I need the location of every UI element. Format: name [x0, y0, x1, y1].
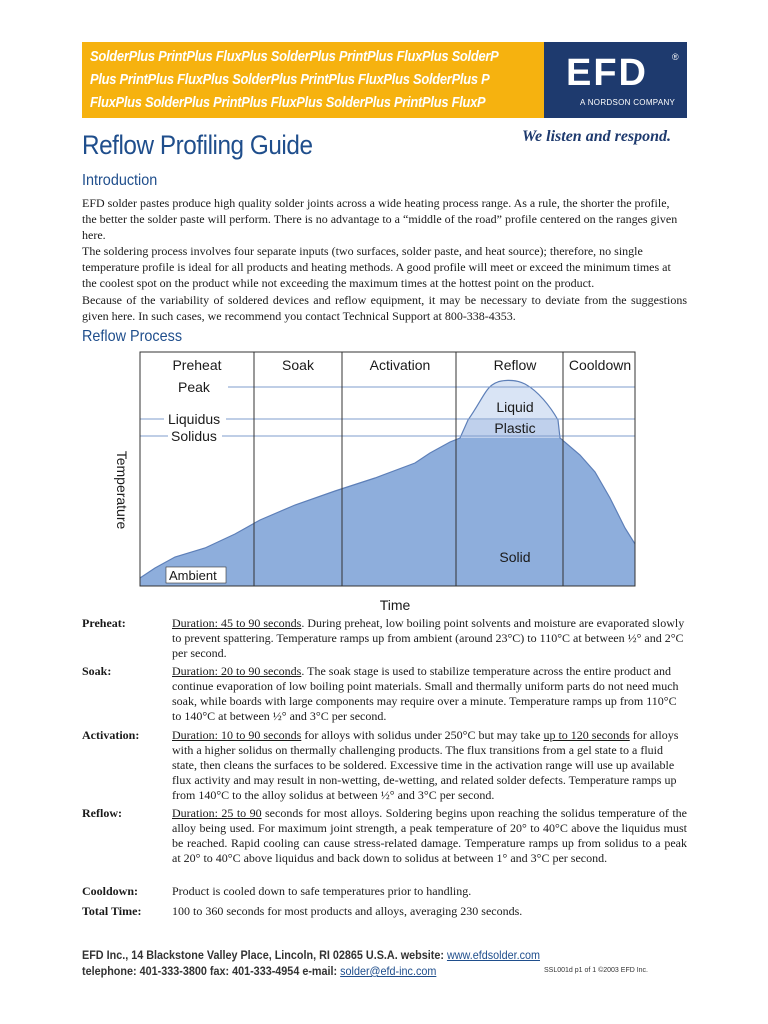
- tagline: We listen and respond.: [522, 128, 672, 145]
- page-title: Reflow Profiling Guide: [82, 130, 313, 160]
- stage-label: Soak:: [82, 664, 112, 678]
- footer-contact-text: telephone: 401-333-3800 fax: 401-333-4954 e-mail:: [82, 964, 341, 978]
- stage-text: Product is cooled down to safe temperatures prior to handling.: [172, 884, 472, 898]
- logo-subtitle: A NORDSON COMPANY: [580, 98, 676, 107]
- stage-description: [172, 664, 687, 724]
- x-axis-label: Time: [379, 597, 411, 613]
- stage-label: Activation:: [82, 728, 140, 742]
- peak-label: Peak: [178, 379, 210, 395]
- stage-duration: Duration: 10 to 90 seconds: [172, 728, 302, 742]
- liquid-label: Liquid: [496, 399, 534, 415]
- stage-text: . During preheat, low boiling point solvents and moisture are evaporated slowly to prevent spattering. Temperature ramps up from ambient (around 23°C) to 110°C at between ½° and 2°C per second.: [172, 616, 685, 660]
- reflow-process-heading: Reflow Process: [82, 328, 183, 345]
- stage-duration: Duration: 45 to 90 seconds: [172, 616, 302, 630]
- logo-text: EFD: [566, 52, 648, 94]
- stage-text: seconds for most alloys. Soldering begins upon reaching the solidus temperature of the alloy being used. For maximum joint strength, a peak temperature of 20° to 40°C above the liquidus must be reached. Rapid cooling can cause stress-related damage. Temperature ramps up from solidus to a peak at 20° to 40°C above liquidus and back down to solidus at between 1° and 3°C per second.: [172, 806, 687, 865]
- liquidus-label: Liquidus: [168, 411, 221, 427]
- introduction-heading: Introduction: [82, 172, 158, 189]
- email-link[interactable]: solder@efd-inc.com: [340, 964, 437, 978]
- banner-row: SolderPlus PrintPlus FluxPlus SolderPlus PrintPlus FluxPlus SolderP: [90, 48, 499, 65]
- stage-soak: [82, 664, 687, 728]
- intro-paragraph-3: Because of the variability of soldered devices and reflow equipment, it may be necessary to deviate from the suggestions given here. In such cases, we recommend you contact Technical Support at 800-338-4353.: [82, 293, 687, 323]
- stage-label: Cooldown:: [82, 884, 139, 898]
- plastic-label: Plastic: [494, 420, 536, 436]
- stage-description: [172, 728, 687, 803]
- intro-paragraph-2: The soldering process involves four separate inputs (two surfaces, solder paste, and heat source); therefore, no single temperature profile is ideal for all products and heating methods. A good profile will meet or exceed the minimum times at the coolest spot on the product while not exceeding the maximum times at the hottest point on the product.: [82, 244, 671, 290]
- phase-label-activation: Activation: [369, 357, 431, 373]
- website-link[interactable]: www.efdsolder.com: [446, 948, 541, 962]
- solid-label: Solid: [499, 549, 531, 565]
- stage-total-time: [82, 904, 687, 922]
- solid-region: [140, 438, 635, 586]
- phase-label-soak: Soak: [282, 357, 314, 373]
- stage-preheat: [82, 616, 687, 664]
- reflow-profile-svg: [110, 348, 650, 614]
- footer-address-text: EFD Inc., 14 Blackstone Valley Place, Lincoln, RI 02865 U.S.A. website:: [82, 948, 447, 962]
- stage-label: Reflow:: [82, 806, 122, 820]
- ambient-label: Ambient: [169, 568, 217, 583]
- footer-contact: [82, 964, 436, 978]
- intro-paragraph-1: EFD solder pastes produce high quality solder joints across a wide heating process range. As a rule, the shorter the profile, the better the solder paste will perform. There is no advantage to a “middle of the road” profile centered on the ranges given here.: [82, 196, 678, 242]
- banner-row: Plus PrintPlus FluxPlus SolderPlus PrintPlus FluxPlus SolderPlus P: [90, 71, 490, 88]
- phase-label-cooldown: Cooldown: [568, 357, 632, 373]
- stage-description: [172, 616, 687, 661]
- stage-text-2: for alloys with a higher solidus on thermally challenging products. The flux transitions from a gel state to a fluid state, then cleans the surfaces to be soldered. Excessive time in the activation range will use up available flux activity and may result in non-wetting, de-wetting, and related solder defects. Temperature ramps up from 140°C to the alloy solidus at between ½° and 3°C per second.: [172, 728, 679, 802]
- solidus-label: Solidus: [171, 428, 217, 444]
- stage-cooldown: [82, 884, 687, 902]
- stage-activation: [82, 728, 687, 806]
- product-banner: [82, 42, 544, 118]
- phase-label-reflow: Reflow: [493, 357, 537, 373]
- stage-reflow: [82, 806, 687, 884]
- efd-logo: [544, 42, 687, 118]
- stage-text: 100 to 360 seconds for most products and alloys, averaging 230 seconds.: [172, 904, 523, 918]
- logo-registered-mark: ®: [672, 52, 679, 62]
- document-id: SSL001d p1 of 1 ©2003 EFD Inc.: [544, 967, 649, 974]
- y-axis-label: Temperature: [114, 450, 130, 530]
- stage-text: for alloys with solidus under 250°C but may take: [301, 728, 544, 742]
- banner-row: FluxPlus SolderPlus PrintPlus FluxPlus SolderPlus PrintPlus FluxP: [90, 94, 486, 111]
- reflow-profile-chart: [110, 348, 650, 619]
- stage-text: . The soak stage is used to stabilize temperature across the entire product and continue evaporation of low boiling point materials. Small and thermally uniform parts do not need much soak, while boards with large components may require over a minute. Temperature ramps up from 110°C to 140°C at between ½° and 3°C per second.: [172, 664, 679, 723]
- stage-description: [172, 806, 687, 866]
- stage-label: Total Time:: [82, 904, 142, 918]
- phase-label-preheat: Preheat: [172, 357, 222, 373]
- footer-address: [82, 948, 540, 962]
- stage-duration-2: up to 120 seconds: [543, 728, 630, 742]
- stage-label: Preheat:: [82, 616, 126, 630]
- stage-duration: Duration: 25 to 90: [172, 806, 262, 820]
- stage-duration: Duration: 20 to 90 seconds: [172, 664, 302, 678]
